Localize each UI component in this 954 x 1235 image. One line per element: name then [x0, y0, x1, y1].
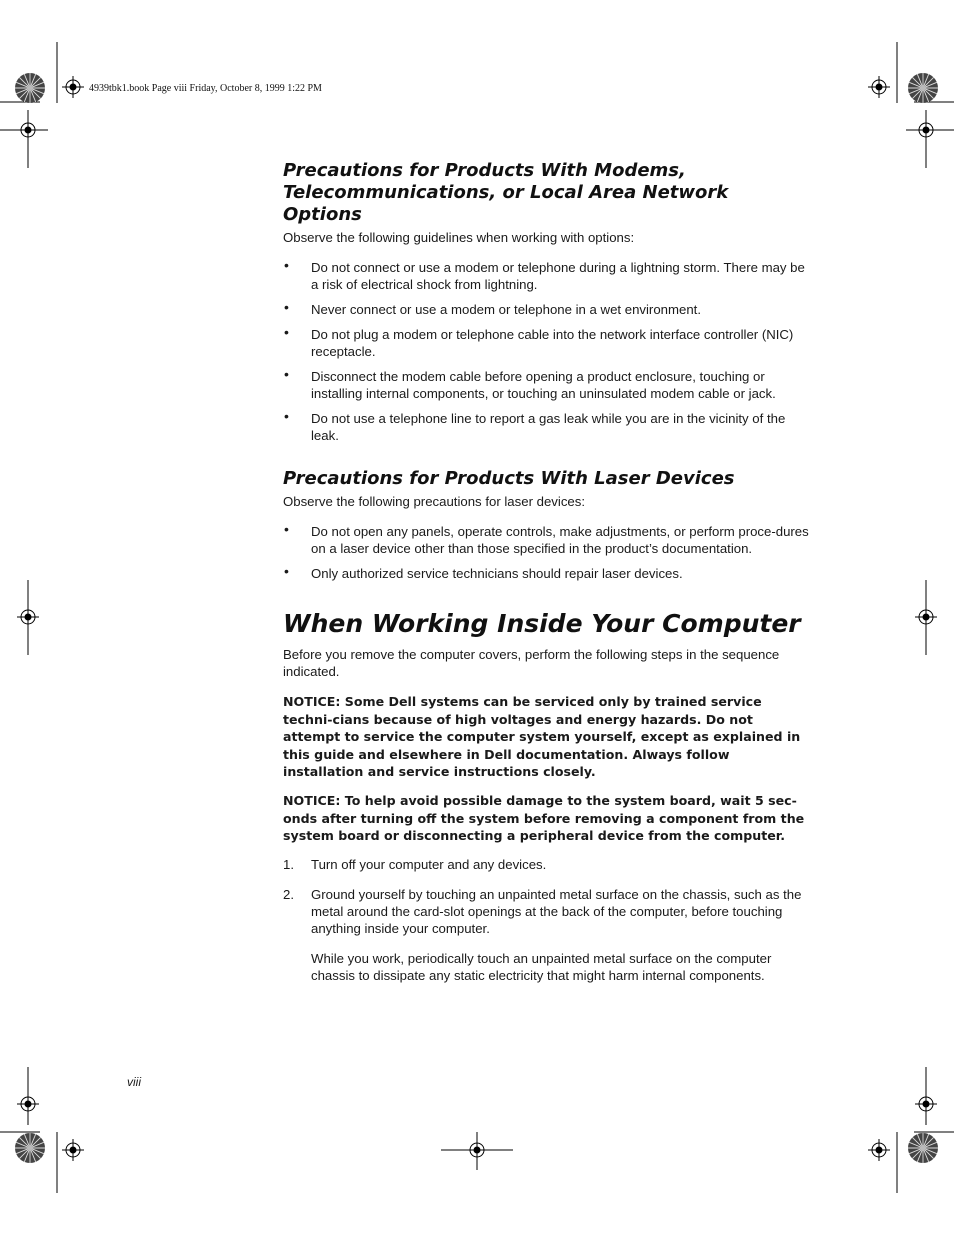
list-item-text: Do not plug a modem or telephone cable into the network interface controller (NIC) receptacle. — [311, 327, 794, 359]
list-item-text: Never connect or use a modem or telephone in a wet environment. — [311, 302, 701, 317]
heading-line-1: Precautions for Products With Modems, — [283, 160, 686, 181]
step-number: 1. — [283, 856, 294, 872]
list-item — [283, 523, 813, 557]
working-inside-heading: When Working Inside Your Computer — [283, 609, 801, 638]
laser-bullet-list — [283, 523, 813, 582]
bullet-icon: • — [284, 257, 289, 273]
laser-precautions-heading: Precautions for Products With Laser Devices — [283, 468, 735, 489]
print-slug: 4939tbk1.book Page viii Friday, October 8, 1999 1:22 PM — [89, 83, 322, 94]
list-item — [283, 410, 813, 444]
list-item-text: Only authorized service technicians should repair laser devices. — [311, 566, 683, 581]
modem-bullet-list — [283, 259, 813, 444]
bullet-icon: • — [284, 366, 289, 382]
bullet-icon: • — [284, 299, 289, 315]
notice-service: NOTICE: Some Dell systems can be serviced only by trained service techni-cians because of high voltages and energy hazards. Do not attempt to service the computer system yourself, except as explained in this guide and elsewhere in Dell documentation. Always follow installation and service instructions closely. — [283, 694, 801, 780]
modem-precautions-section — [283, 160, 813, 444]
bullet-icon: • — [284, 324, 289, 340]
list-item-text: Do not connect or use a modem or telephone during a lightning storm. There may be a risk of electrical shock from lightning. — [311, 260, 805, 292]
notice-wait: NOTICE: To help avoid possible damage to the system board, wait 5 sec-onds after turning off the system before removing a component from the system board or disconnecting a peripheral device from the computer. — [283, 792, 805, 844]
list-item — [283, 259, 813, 293]
list-item-text: Do not open any panels, operate controls, make adjustments, or perform proce-dures on a laser device other than those specified in the product’s documentation. — [311, 524, 809, 556]
step-item — [283, 856, 813, 873]
list-item — [283, 326, 813, 360]
page-content — [283, 160, 813, 984]
page-number: viii — [127, 1075, 141, 1089]
heading-line-2: Telecommunications, or Local Area Network Options — [283, 182, 729, 225]
list-item-text: Do not use a telephone line to report a gas leak while you are in the vicinity of the leak. — [311, 411, 786, 443]
list-item-text: Disconnect the modem cable before opening a product enclosure, touching or installing internal components, or touching an uninsulated modem cable or jack. — [311, 369, 776, 401]
working-inside-section — [283, 609, 813, 984]
step-note: While you work, periodically touch an unpainted metal surface on the computer chassis to dissipate any static electricity that might harm internal components. — [311, 950, 772, 983]
bullet-icon: • — [284, 521, 289, 537]
step-text: Ground yourself by touching an unpainted metal surface on the chassis, such as the metal around the card-slot openings at the back of the computer, before touching anything inside your computer. — [311, 886, 802, 936]
steps-list — [283, 856, 813, 984]
working-inside-intro: Before you remove the computer covers, perform the following steps in the sequence indicated. — [283, 647, 780, 679]
laser-intro: Observe the following precautions for laser devices: — [283, 494, 585, 509]
bullet-icon: • — [284, 408, 289, 424]
modem-precautions-heading — [283, 160, 813, 226]
step-text: Turn off your computer and any devices. — [311, 856, 547, 872]
list-item — [283, 565, 813, 582]
modem-intro: Observe the following guidelines when working with options: — [283, 230, 635, 245]
step-number: 2. — [283, 886, 294, 902]
laser-precautions-section — [283, 468, 813, 582]
bullet-icon: • — [284, 563, 289, 579]
list-item — [283, 301, 813, 318]
list-item — [283, 368, 813, 402]
step-item — [283, 886, 813, 984]
